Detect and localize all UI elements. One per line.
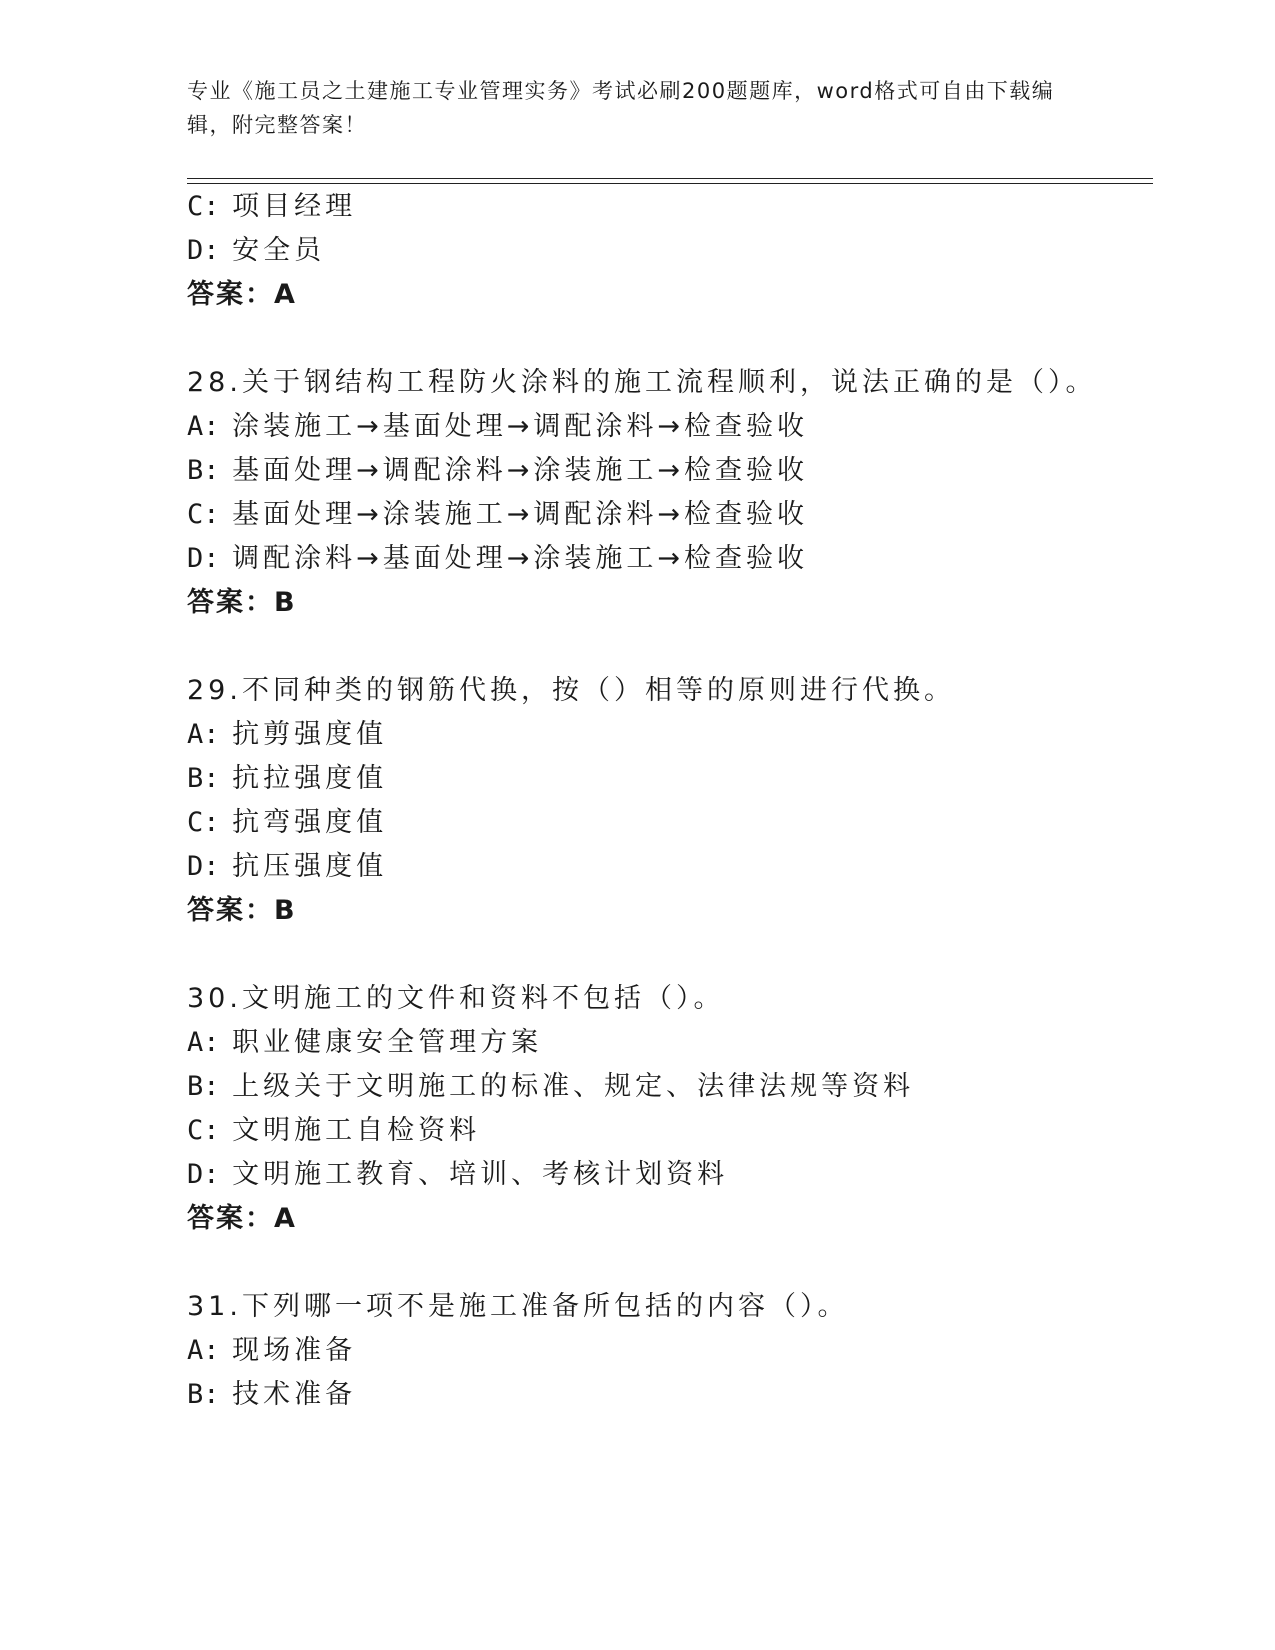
question-stem: 31.下列哪一项不是施工准备所包括的内容（）。 <box>187 1291 849 1322</box>
option-b: B: 抗拉强度值 <box>187 763 388 794</box>
option-d: D: 调配涂料→基面处理→涂装施工→检查验收 <box>187 543 808 574</box>
option-b: B: 上级关于文明施工的标准、规定、法律法规等资料 <box>187 1071 915 1102</box>
answer: 答案：A <box>187 279 297 310</box>
document-header: 专业《施工员之土建施工专业管理实务》考试必刷200题题库，word格式可自由下载编辑，附完整答案！ <box>187 79 1055 137</box>
answer: 答案：B <box>187 587 297 618</box>
answer: 答案：A <box>187 1203 297 1234</box>
option-d: D: 文明施工教育、培训、考核计划资料 <box>187 1159 729 1190</box>
option-a: A: 现场准备 <box>187 1335 357 1366</box>
option-c: C: 基面处理→涂装施工→调配涂料→检查验收 <box>187 499 808 530</box>
answer: 答案：B <box>187 895 297 926</box>
option-c: C: 文明施工自检资料 <box>187 1115 481 1146</box>
option-a: A: 职业健康安全管理方案 <box>187 1027 543 1058</box>
option-d: D: 安全员 <box>187 235 326 266</box>
option-b: B: 基面处理→调配涂料→涂装施工→检查验收 <box>187 455 808 486</box>
question-stem: 30.文明施工的文件和资料不包括（）。 <box>187 983 725 1014</box>
option-c: C: 抗弯强度值 <box>187 807 388 838</box>
question-stem: 29.不同种类的钢筋代换，按（）相等的原则进行代换。 <box>187 675 955 706</box>
option-c: C: 项目经理 <box>187 191 357 222</box>
option-d: D: 抗压强度值 <box>187 851 388 882</box>
option-b: B: 技术准备 <box>187 1379 357 1410</box>
question-stem: 28.关于钢结构工程防火涂料的施工流程顺利，说法正确的是（）。 <box>187 367 1097 398</box>
header-divider <box>187 178 1153 179</box>
header-divider-secondary <box>187 183 1153 184</box>
option-a: A: 涂装施工→基面处理→调配涂料→检查验收 <box>187 411 808 442</box>
option-a: A: 抗剪强度值 <box>187 719 388 750</box>
